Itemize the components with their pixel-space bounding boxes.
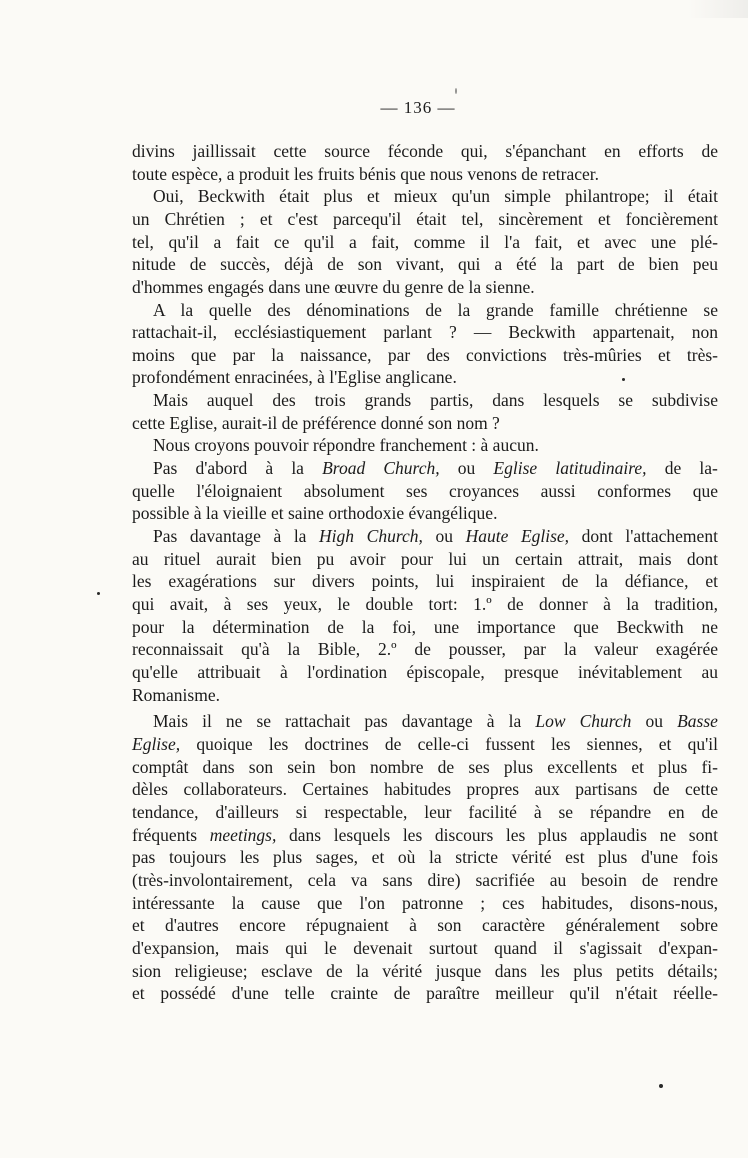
text-fragment: la- xyxy=(699,458,718,478)
text-line: comptât dans son sein bon nombre de ses plus excellents et plus fi- xyxy=(132,757,718,777)
text-fragment: les xyxy=(505,825,526,845)
text-fragment: à xyxy=(265,458,274,478)
text-fragment: discours xyxy=(434,825,494,845)
text-fragment: ou xyxy=(457,458,476,478)
emphasis: Church, xyxy=(383,458,440,478)
text-line: et possédé d'une telle crainte de paraître meilleur qu'il n'était réelle- xyxy=(132,983,718,1003)
text-line: pas toujours les plus sages, et où la stricte vérité est plus d'une fois xyxy=(132,847,718,867)
text-line: moins que par la naissance, par des convictions très-mûries et très- xyxy=(132,345,718,365)
text-line: tel, qu'il a fait ce qu'il a fait, comme il l'a fait, et avec une plé- xyxy=(132,232,718,252)
text-line: dèles collaborateurs. Certaines habitudes propres aux partisans de cette xyxy=(132,779,718,799)
text-fragment: se xyxy=(256,711,272,731)
text-line: tendance, d'ailleurs si respectable, leur facilité à se répandre en de xyxy=(132,802,718,822)
text-line: qui avait, à ses yeux, le double tort: 1.º de donner à la tradition, xyxy=(132,594,718,614)
text-line: et d'autres encore répugnaient à son caractère généralement sobre xyxy=(132,915,718,935)
text-fragment: fréquents xyxy=(132,825,198,845)
text-fragment: de xyxy=(384,734,402,754)
text-fragment: quoique xyxy=(196,734,253,754)
text-fragment: dont xyxy=(581,526,613,546)
text-line: Romanisme. xyxy=(132,685,220,705)
text-fragment: davantage xyxy=(189,526,261,546)
text-line: toute espèce, a produit les fruits bénis que nous venons de retracer. xyxy=(132,164,600,184)
text-line: quelle l'éloignaient absolument ses croyances aussi conformes que xyxy=(132,481,718,501)
text-line xyxy=(153,710,718,733)
text-line: possible à la vieille et saine orthodoxie évangélique. xyxy=(132,503,498,523)
text-line: pour la détermination de la foi, une importance que Beckwith ne xyxy=(132,617,718,637)
emphasis: Eglise, xyxy=(132,734,181,754)
scan-speck xyxy=(455,88,457,94)
text-fragment: la xyxy=(291,458,304,478)
text-fragment: doctrines xyxy=(304,734,369,754)
text-fragment: plus xyxy=(538,825,568,845)
text-fragment: à xyxy=(273,526,282,546)
text-line: profondément enracinées, à l'Eglise anglicane. xyxy=(132,367,457,387)
text-fragment: dans xyxy=(289,825,322,845)
emphasis: Haute xyxy=(465,526,509,546)
text-fragment: ne xyxy=(225,711,243,731)
text-line: rattachait-il, ecclésiastiquement parlant ? — Beckwith appartenait, non xyxy=(132,322,718,342)
text-fragment: la xyxy=(508,711,522,731)
text-line: un Chrétien ; et c'est parcequ'il était tel, sincèrement et foncièrement xyxy=(132,209,718,229)
text-fragment: davantage xyxy=(401,711,473,731)
text-fragment: rattachait xyxy=(285,711,351,731)
text-fragment: il xyxy=(202,711,212,731)
text-line xyxy=(153,525,718,548)
text-fragment: celle-ci xyxy=(417,734,470,754)
text-line: (très-involontairement, cela va sans dire) sacrifiée au besoin de rendre xyxy=(132,870,718,890)
text-fragment: de xyxy=(664,458,682,478)
text-line: reconnaissait qu'à la Bible, 2.º de pousser, par la valeur exagérée xyxy=(132,639,718,659)
emphasis: Low xyxy=(535,711,566,731)
text-line: d'expansion, mais qui le devenait surtout quand il s'agissait d'expan- xyxy=(132,938,718,958)
text-fragment: siennes, xyxy=(586,734,643,754)
text-line: Nous croyons pouvoir répondre franchement : à aucun. xyxy=(153,435,539,455)
text-line: d'hommes engagés dans une œuvre du genre de la sienne. xyxy=(132,277,535,297)
emphasis: High xyxy=(319,526,355,546)
text-line: au rituel aurait bien pu avoir pour lui un certain attrait, mais dont xyxy=(132,549,718,569)
emphasis: Basse xyxy=(677,711,718,731)
emphasis: latitudinaire, xyxy=(555,458,647,478)
text-fragment: qu'il xyxy=(687,734,718,754)
text-fragment: ou xyxy=(645,711,664,731)
emphasis: Broad xyxy=(322,458,366,478)
emphasis: meetings, xyxy=(209,825,277,845)
text-line xyxy=(132,733,718,756)
text-fragment: Mais xyxy=(153,711,188,731)
text-fragment: l'attachement xyxy=(625,526,718,546)
emphasis: Eglise, xyxy=(520,526,570,546)
text-line xyxy=(153,457,718,480)
emphasis: Eglise xyxy=(493,458,538,478)
text-line: sion religieuse; esclave de la vérité jusque dans les plus petits détails; xyxy=(132,961,718,981)
text-line: intéressante la cause que l'on patronne ; ces habitudes, disons-nous, xyxy=(132,893,718,913)
text-fragment: Pas xyxy=(153,526,178,546)
text-line: divins jaillissait cette source féconde qui, s'épanchant en efforts de xyxy=(132,141,718,161)
text-fragment: les xyxy=(402,825,423,845)
scan-speck xyxy=(97,592,100,595)
text-fragment: ne xyxy=(659,825,677,845)
text-fragment: sont xyxy=(688,825,718,845)
text-line: qu'elle attribuait à l'ordination épiscopale, presque inévitablement au xyxy=(132,662,718,682)
text-line: les exagérations sur divers points, lui inspiraient de la défiance, et xyxy=(132,571,718,591)
text-fragment: et xyxy=(658,734,672,754)
text-fragment: ou xyxy=(435,526,453,546)
text-fragment: d'abord xyxy=(195,458,248,478)
emphasis: Church xyxy=(579,711,632,731)
text-fragment: Pas xyxy=(153,458,178,478)
scan-edge-noise xyxy=(688,0,748,18)
scan-speck xyxy=(622,378,625,381)
text-fragment: fussent xyxy=(485,734,535,754)
text-line: cette Eglise, aurait-il de préférence donné son nom ? xyxy=(132,413,500,433)
text-fragment: les xyxy=(268,734,289,754)
text-line: Mais auquel des trois grands partis, dans lesquels se subdivise xyxy=(153,390,718,410)
text-fragment: la xyxy=(293,526,307,546)
text-line xyxy=(132,824,718,847)
page-number: — 136 — xyxy=(380,98,456,117)
text-line: A la quelle des dénominations de la grande famille chrétienne se xyxy=(153,300,718,320)
text-fragment: lesquels xyxy=(333,825,391,845)
text-fragment: pas xyxy=(364,711,388,731)
text-fragment: applaudis xyxy=(579,825,647,845)
text-fragment: les xyxy=(551,734,571,754)
emphasis: Church, xyxy=(366,526,423,546)
scan-speck xyxy=(659,1084,663,1088)
text-fragment: à xyxy=(486,711,495,731)
text-line: nitude de succès, déjà de son vivant, qui a été la part de bien peu xyxy=(132,254,718,274)
text-line: Oui, Beckwith était plus et mieux qu'un simple philantrope; il était xyxy=(153,186,718,206)
